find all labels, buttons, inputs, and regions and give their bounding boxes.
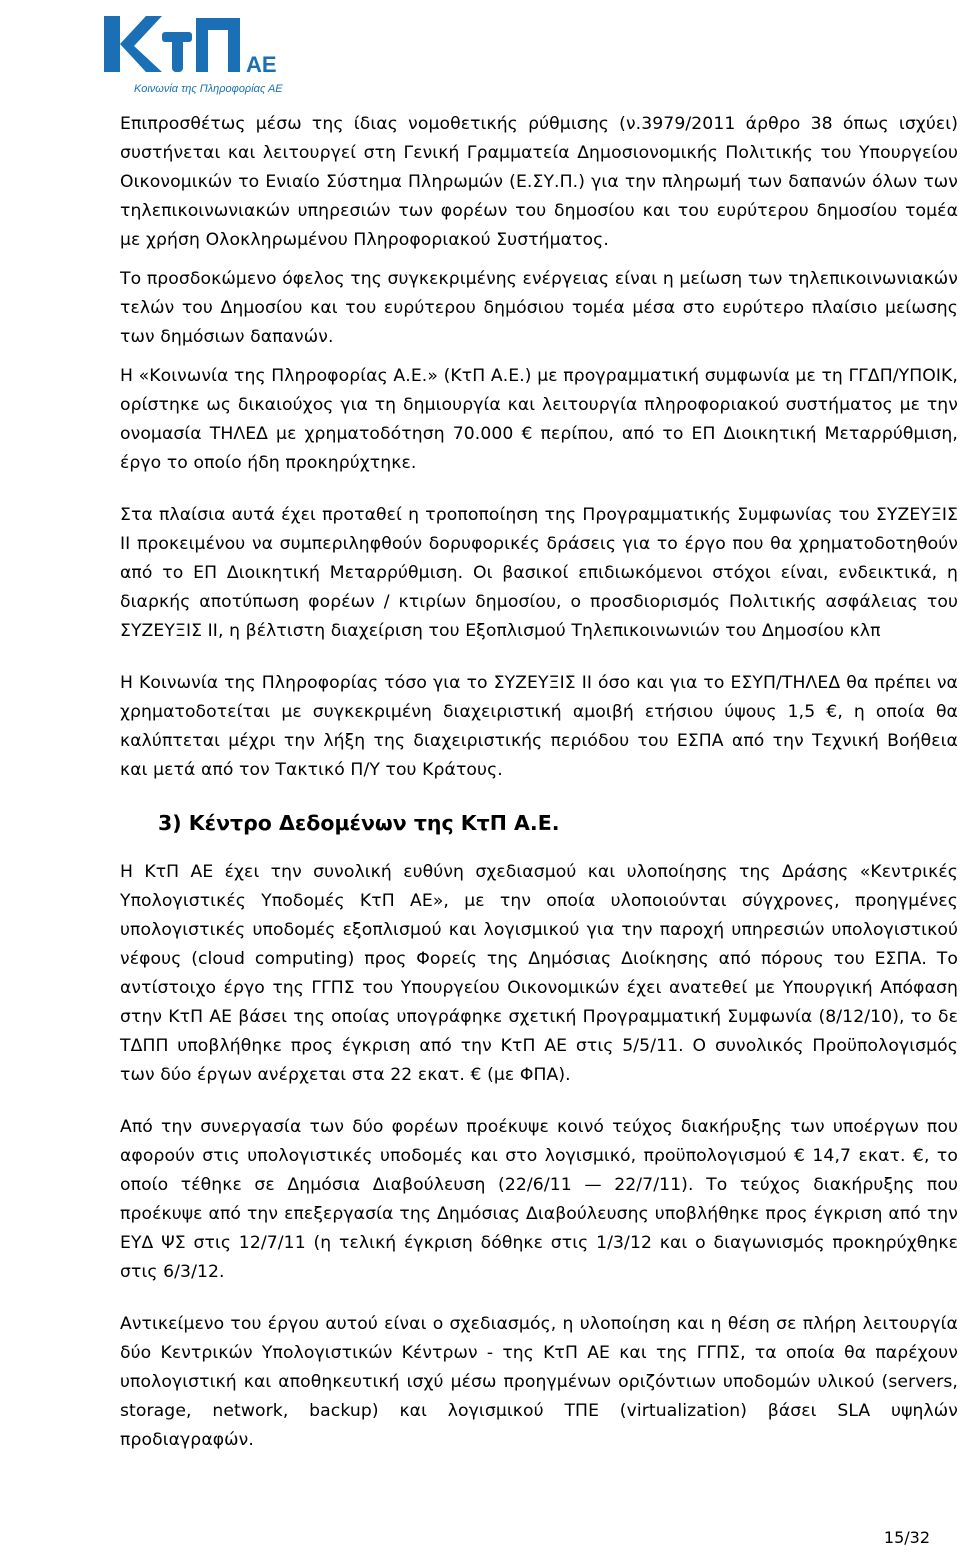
logo-suffix: ΑΕ [246,52,277,77]
company-logo [96,8,286,98]
paragraph-tender: Από την συνεργασία των δύο φορέων προέκυψε κοινό τεύχος διακήρυξης των υποέργων που αφορούν στις υπολογιστικές υποδομές και στο λογισμικό, προϋπολογισμού € 14,7 εκατ. €, το οποίο τέθηκε σε Δημόσια Διαβούλευση (22/6/11 — 22/7/11). Το τεύχος διακήρυξης που προέκυψε από την επεξεργασία της Δημόσιας Διαβούλευσης υποβλήθηκε προς έγκριση από την ΕΥΔ ΨΣ στις 12/7/11 (η τελική έγκριση δόθηκε στις 1/3/12 και ο διαγωνισμός προκηρύχθηκε στις 6/3/12. [120,1117,958,1282]
ktp-logo-mark [96,8,286,98]
paragraph-data-center: Η ΚτΠ ΑΕ έχει την συνολική ευθύνη σχεδιασμού και υλοποίησης της Δράσης «Κεντρικές Υπολογιστικές Υποδομές ΚτΠ ΑΕ», με την οποία υλοποιούνται σύγχρονες, προηγμένες υπολογιστικές υποδομές εξοπλισμού και λογισμικού για την παροχή υπηρεσιών υπολογιστικού νέφους (cloud computing) προς Φορείς της Δημόσιας Διοίκησης από πόρους του ΕΣΠΑ. Το αντίστοιχο έργο της ΓΓΠΣ του Υπουργείου Οικονομικών έχει ανατεθεί με Υπουργική Απόφαση στην ΚτΠ ΑΕ βάσει της οποίας υπογράφηκε σχετική Προγραμματική Συμφωνία (8/12/10), το δε ΤΔΠΠ υποβλήθηκε προς έγκριση από την ΚτΠ ΑΕ στις 5/5/11. Ο συνολικός Προϋπολογισμός των δύο έργων ανέρχεται στα 22 εκατ. € (με ΦΠΑ). [120,862,958,1085]
paragraph-ktp-agreement: Η «Κοινωνία της Πληροφορίας Α.Ε.» (ΚτΠ Α.Ε.) με προγραμματική συμφωνία με τη ΓΓΔΠ/ΥΠΟΙΚ, ορίστηκε ως δικαιούχος για τη δημιουργία και λειτουργία πληροφοριακού συστήματος με την ονομασία ΤΗΛΕΔ με χρηματοδότηση 70.000 € περίπου, από το ΕΠ Διοικητική Μεταρρύθμιση, έργο το οποίο ήδη προκηρύχτηκε. [120,366,958,473]
paragraph-funding: Η Κοινωνία της Πληροφορίας τόσο για το ΣΥΖΕΥΞΙΣ ΙΙ όσο και για το ΕΣΥΠ/ΤΗΛΕΔ θα πρέπει να χρηματοδοτείται με συγκεκριμένη διαχειριστική αμοιβή ετήσιου ύψους 1,5 €, η οποία θα καλύπτεται μέχρι την λήξη της διαχειριστικής περιόδου του ΕΣΠΑ από την Τεχνική Βοήθεια και μετά από τον Τακτικό Π/Υ του Κράτους. [120,673,958,780]
document-body [120,110,958,1478]
logo-tagline: Κοινωνία της Πληροφορίας ΑΕ [134,83,283,95]
paragraph-esyp: Επιπροσθέτως μέσω της ίδιας νομοθετικής ρύθμισης (ν.3979/2011 άρθρο 38 όπως ισχύει) συστήνεται και λειτουργεί στη Γενική Γραμματεία Δημοσιονομικής Πολιτικής του Υπουργείου Οικονομικών το Ενιαίο Σύστημα Πληρωμών (Ε.ΣΥ.Π.) για την πληρωμή των δαπανών όλων των τηλεπικοινωνιακών υπηρεσιών των φορέων του δημοσίου και του ευρύτερου δημοσίου τομέα με χρήση Ολοκληρωμένου Πληροφοριακού Συστήματος. [120,114,958,250]
section-heading: 3) Κέντρο Δεδομένων της ΚτΠ Α.Ε. [158,811,560,835]
paragraph-syzefxis: Στα πλαίσια αυτά έχει προταθεί η τροποποίηση της Προγραμματικής Συμφωνίας του ΣΥΖΕΥΞΙΣ ΙΙ προκειμένου να συμπεριληφθούν δορυφορικές δράσεις για το έργο που θα χρηματοδοτηθούν από το ΕΠ Διοικητική Μεταρρύθμιση. Οι βασικοί επιδιωκόμενοι στόχοι είναι, ενδεικτικά, η διαρκής αποτύπωση φορέων / κτιρίων δημοσίου, ο προσδιορισμός Πολιτικής ασφάλειας του ΣΥΖΕΥΞΙΣ ΙΙ, η βέλτιστη διαχείριση του Εξοπλισμού Τηλεπικοινωνιών του Δημοσίου κλπ [120,505,958,641]
page-number: 15/32 [883,1528,930,1547]
paragraph-objective: Αντικείμενο του έργου αυτού είναι ο σχεδιασμός, η υλοποίηση και η θέση σε πλήρη λειτουργία δύο Κεντρικών Υπολογιστικών Κέντρων - της ΚτΠ ΑΕ και της ΓΓΠΣ, τα οποία θα παρέχουν υπολογιστική και αποθηκευτική ισχύ μέσω προηγμένων οριζόντιων υποδομών υλικού (servers, storage, network, backup) και λογισμικού ΤΠΕ (virtualization) βάσει SLA υψηλών προδιαγραφών. [120,1314,958,1450]
paragraph-benefit: Το προσδοκώμενο όφελος της συγκεκριμένης ενέργειας είναι η μείωση των τηλεπικοινωνιακών τελών του Δημοσίου και του ευρύτερου δημόσιου τομέα μέσα στο ευρύτερο πλαίσιο μείωσης των δημόσιων δαπανών. [120,269,958,347]
